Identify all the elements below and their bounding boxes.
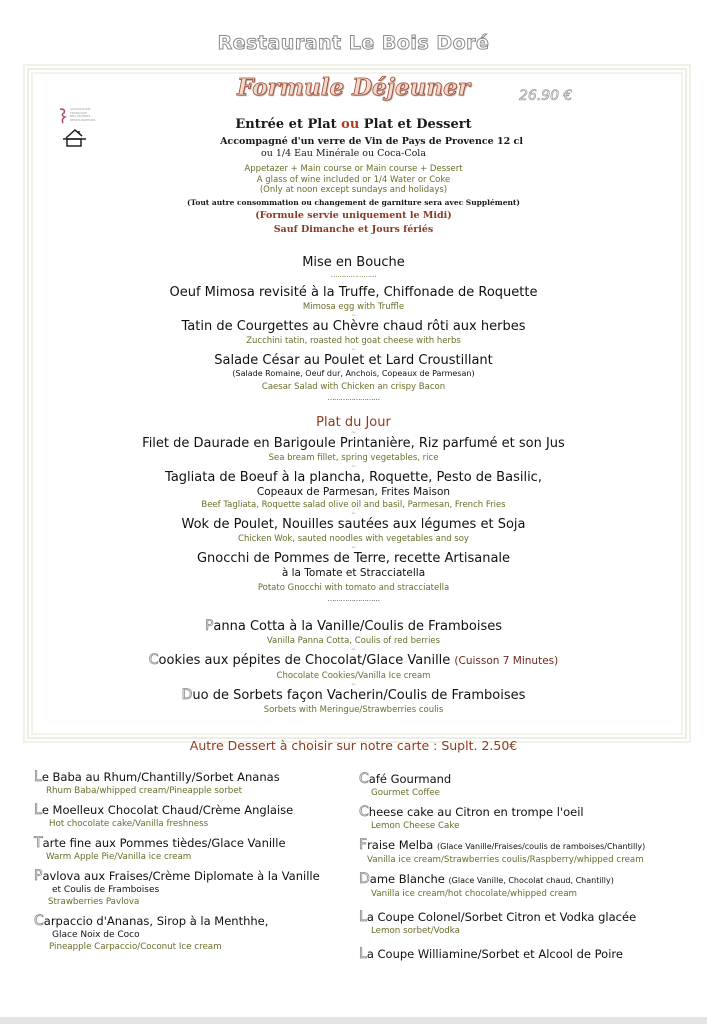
other-dessert-note: Autre Dessert à choisir sur notre carte : Suplt. 2.50€: [189, 738, 518, 753]
wine-included: Accompagné d'un verre de Vin de Pays de Provence 12 cl: [220, 136, 523, 147]
list-item: Le Baba au Rhum/Chantilly/Sorbet Ananas Rhum Baba/whipped cream/Pineapple sorbet: [34, 769, 280, 796]
list-item: La Coupe Williamine/Sorbet et Alcool de Poire: [359, 946, 623, 962]
section-heading: Plat du Jour: [316, 415, 391, 430]
menu-item: Cookies aux pépites de Chocolat/Glace Vanille (Cuisson 7 Minutes) Chocolate Cookies/Vanilla Ice cream: [148, 652, 559, 681]
restaurant-title: Restaurant Le Bois Doré: [217, 32, 490, 54]
menu-item: Oeuf Mimosa revisité à la Truffe, Chiffonade de Roquette Mimosa egg with Truffle: [169, 285, 538, 312]
formula-intro: [0, 117, 707, 159]
menu-item: Tagliata de Boeuf à la plancha, Roquette, Pesto de Basilic, Copeaux de Parmesan, Frites Maison Beef Tagliata, Roquette salad olive oil and basil, Parmesan, French Fries: [165, 470, 542, 510]
formula-tagline: Entrée et Plat ou Plat et Dessert: [235, 117, 472, 132]
dessert-carte-left: [34, 770, 374, 959]
bottom-edge: [0, 1017, 707, 1024]
menu-item: Filet de Daurade en Barigoule Printanière, Riz parfumé et son Jus Sea bream fillet, spring vegetables, rice: [142, 436, 565, 463]
section-heading: Mise en Bouche: [302, 255, 405, 270]
list-item: La Coupe Colonel/Sorbet Citron et Vodka glacée Lemon sorbet/Vodka: [359, 909, 637, 936]
formule-title: Formule Déjeuner: [237, 74, 470, 101]
logo-caption: ASSOCIATION FRANÇAISE DES MAÎTRES RESTAURATEURS: [70, 107, 96, 122]
list-item: Le Moelleux Chocolat Chaud/Crème Anglaise Hot chocolate cake/Vanilla freshness: [34, 802, 294, 829]
menu-item: Wok de Poulet, Nouilles sautées aux légumes et Soja Chicken Wok, sauted noodles with vegetables and soy: [181, 517, 526, 544]
formula-english: Appetazer + Main course or Main course + Dessert A glass of wine included or 1/4 Water or Coke (Only at noon except sundays and holidays): [244, 164, 463, 195]
menu-item: Duo de Sorbets façon Vacherin/Coulis de Framboises Sorbets with Meringue/Strawberries coulis: [181, 687, 526, 715]
list-item: Cheese cake au Citron en trompe l'oeil Lemon Cheese Cake: [359, 804, 584, 831]
list-item: Café Gourmand Gourmet Coffee: [359, 771, 452, 798]
list-item: Fraise Melba (Glace Vanille/Fraises/coulis de ramboises/Chantilly) Vanilla ice cream/Strawberries coulis/Raspberry/whipped cream: [359, 837, 646, 865]
mise-en-bouche-section: Mise en Bouche ………………… Oeuf Mimosa revisité à la Truffe, Chiffonade de Roquette Mimosa egg with Truffle ou Tatin de Courgettes au Chèvre chaud rôti aux herbes Zucchini tatin, roasted hot goat cheese with herbs ou Salade César au Poulet et Lard Croustillant (Salade Romaine, Oeuf dur, Anchois, Copeaux de Parmesan) Caesar Salad with Chicken an crispy Bacon ……………………: [0, 255, 707, 403]
menu-item: Salade César au Poulet et Lard Croustillant (Salade Romaine, Oeuf dur, Anchois, Copeaux de Parmesan) Caesar Salad with Chicken an crispy Bacon: [214, 353, 493, 392]
divider: …………………: [330, 271, 377, 279]
plat-du-jour-section: Plat du Jour ou Filet de Daurade en Barigoule Printanière, Riz parfumé et son Jus Sea bream fillet, spring vegetables, rice ou Tagliata de Boeuf à la plancha, Roquette, Pesto de Basilic, Copeaux de Parmesan, Frites Maison Beef Tagliata, Roquette salad olive oil and basil, Parmesan, French Fries ou Wok de Poulet, Nouilles sautées aux légumes et Soja Chicken Wok, sauted noodles with vegetables and soy ou Gnocchi de Pommes de Terre, recette Artisanale à la Tomate et Stracciatella Potato Gnocchi with tomato and stracciatella ……………………: [0, 415, 707, 604]
divider: ……………………: [327, 595, 380, 603]
menu-item: Tatin de Courgettes au Chèvre chaud rôti aux herbes Zucchini tatin, roasted hot goat cheese with herbs: [181, 319, 526, 346]
list-item: Carpaccio d'Ananas, Sirop à la Menthhe, Glace Noix de Coco Pineapple Carpaccio/Coconut Ice cream: [34, 913, 269, 952]
list-item: Pavlova aux Fraises/Crème Diplomate à la Vanille et Coulis de Framboises Strawberries Pavlova: [34, 868, 320, 907]
menu-item: Panna Cotta à la Vanille/Coulis de Framboises Vanilla Panna Cotta, Coulis of red berries: [204, 618, 503, 646]
list-item: Dame Blanche (Glace Vanille, Chocolat chaud, Chantilly) Vanilla ice cream/hot chocolate/whipped cream: [359, 871, 614, 899]
desserts-section: Panna Cotta à la Vanille/Coulis de Framboises Vanilla Panna Cotta, Coulis of red berries ou Cookies aux pépites de Chocolat/Glace Vanille (Cuisson 7 Minutes) Chocolate Cookies/Vanilla Ice cream ou Duo de Sorbets façon Vacherin/Coulis de Framboises Sorbets with Meringue/Strawberries coulis: [0, 618, 707, 716]
formule-price: 26.90 €: [519, 88, 573, 104]
formula-notes: (Tout autre consommation ou changement de garniture sera avec Supplément) (Formule servie uniquement le Midi) Sauf Dimanche et Jours fériés: [187, 198, 520, 235]
menu-item: Gnocchi de Pommes de Terre, recette Artisanale à la Tomate et Stracciatella Potato Gnocchi with tomato and stracciatella: [196, 551, 511, 593]
divider: ……………………: [327, 394, 380, 402]
water-option: ou 1/4 Eau Minérale ou Coca-Cola: [260, 148, 427, 159]
dessert-carte-right: [359, 772, 699, 968]
list-item: Tarte fine aux Pommes tièdes/Glace Vanille Warm Apple Pie/Vanilla ice cream: [34, 835, 286, 862]
